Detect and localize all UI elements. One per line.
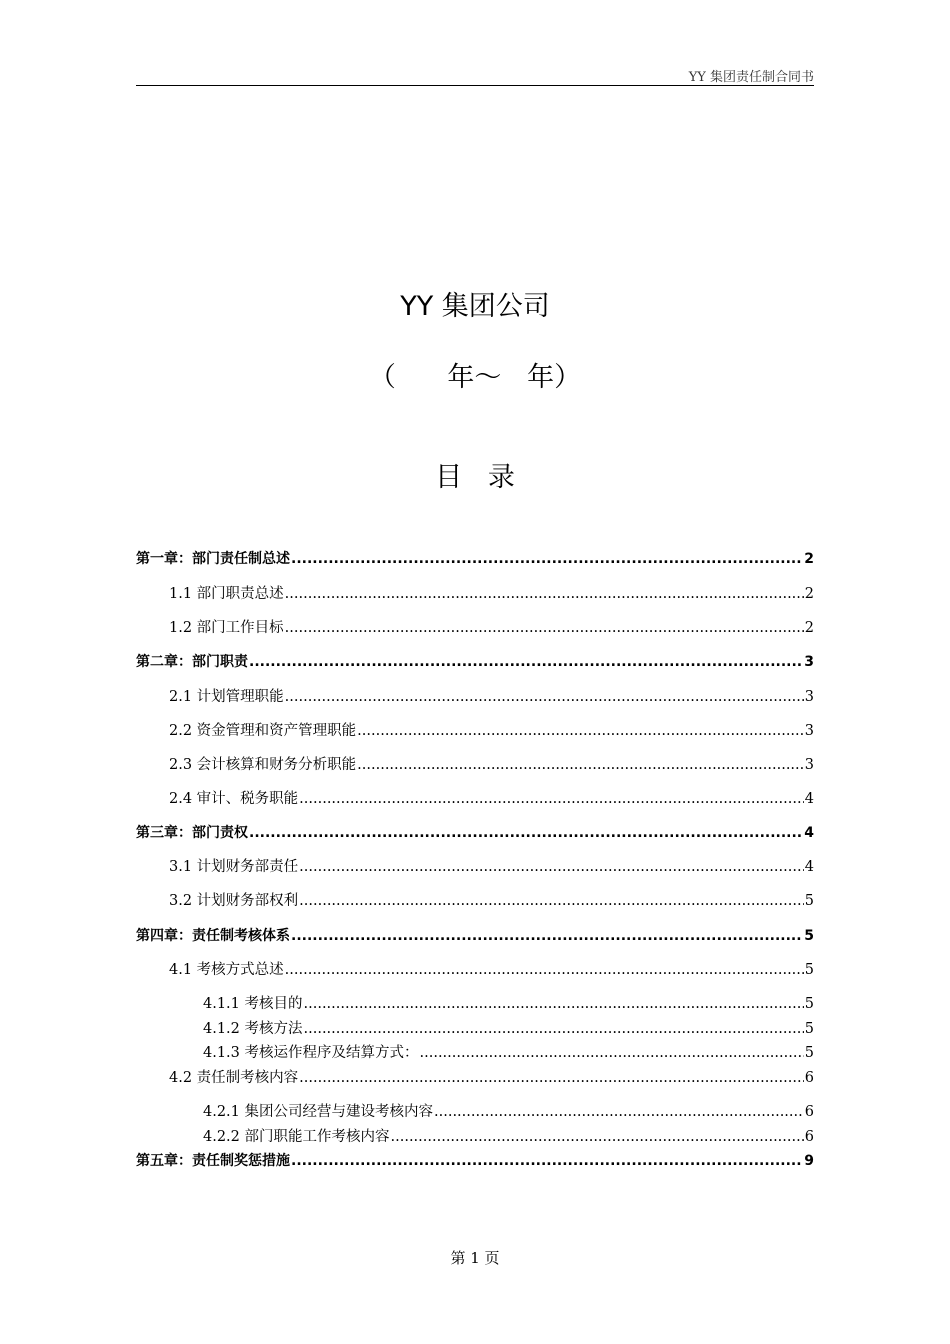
toc-leader [291, 548, 803, 570]
toc-entry-label: 4.1 考核方式总述 [169, 962, 284, 978]
toc-leader [291, 1150, 803, 1172]
toc-entry-1-1[interactable] [136, 583, 814, 605]
toc-entry-chapter-1[interactable] [136, 548, 814, 570]
toc-entry-page: 3 [804, 654, 814, 670]
toc-leader [285, 617, 804, 639]
toc-leader [299, 856, 804, 878]
toc-entry-label: 第一章：部门责任制总述 [136, 551, 290, 567]
toc-leader [304, 993, 804, 1015]
toc-heading: 目 录 [435, 462, 515, 493]
toc-entry-page: 4 [804, 825, 814, 841]
toc-leader [285, 686, 804, 708]
toc-entry-4-2-2[interactable] [136, 1126, 814, 1148]
toc-entry-page: 3 [804, 723, 814, 739]
toc-leader [291, 925, 803, 947]
toc-leader [299, 890, 804, 912]
toc-entry-2-3[interactable] [136, 754, 814, 776]
toc-leader [285, 583, 804, 605]
toc-entry-1-2[interactable] [136, 617, 814, 639]
toc-entry-page: 5 [804, 893, 814, 909]
toc-entry-3-1[interactable] [136, 856, 814, 878]
toc-entry-page: 2 [804, 586, 814, 602]
toc-entry-chapter-5[interactable] [136, 1150, 814, 1172]
toc-entry-label: 第二章：部门职责 [136, 654, 248, 670]
toc-leader [299, 1067, 804, 1089]
toc-entry-label: 1.1 部门职责总述 [169, 586, 284, 602]
toc-entry-label: 2.4 审计、税务职能 [169, 791, 299, 807]
toc-entry-label: 2.1 计划管理职能 [169, 689, 284, 705]
toc-entry-label: 4.1.3 考核运作程序及结算方式： [203, 1045, 419, 1061]
toc-entry-page: 4 [804, 859, 814, 875]
toc-entry-label: 4.2.1 集团公司经营与建设考核内容 [203, 1104, 434, 1120]
toc-entry-page: 4 [804, 791, 814, 807]
page-number: 第 1 页 [450, 1249, 500, 1267]
toc-entry-4-1-2[interactable] [136, 1018, 814, 1040]
toc-entry-label: 2.3 会计核算和财务分析职能 [169, 757, 357, 773]
toc-entry-chapter-4[interactable] [136, 925, 814, 947]
toc-leader [357, 754, 804, 776]
toc-entry-4-2-1[interactable] [136, 1101, 814, 1123]
toc-entry-label: 第五章：责任制奖惩措施 [136, 1153, 290, 1169]
toc-leader [249, 822, 803, 844]
toc-entry-page: 6 [804, 1129, 814, 1145]
toc-entry-label: 4.2 责任制考核内容 [169, 1070, 299, 1086]
toc-leader [434, 1101, 804, 1123]
toc-entry-2-2[interactable] [136, 720, 814, 742]
toc-entry-label: 2.2 资金管理和资产管理职能 [169, 723, 357, 739]
toc-entry-label: 1.2 部门工作目标 [169, 620, 284, 636]
toc-entry-chapter-2[interactable] [136, 651, 814, 673]
toc-entry-4-2[interactable] [136, 1067, 814, 1089]
year-range: （ 年～ 年） [368, 362, 582, 393]
toc-entry-label: 3.1 计划财务部责任 [169, 859, 299, 875]
toc-leader [391, 1126, 804, 1148]
table-of-contents [136, 0, 814, 1344]
toc-entry-label: 4.2.2 部门职能工作考核内容 [203, 1129, 390, 1145]
toc-entry-page: 5 [804, 1021, 814, 1037]
toc-leader [357, 720, 804, 742]
header-title: YY 集团责任制合同书 [688, 70, 814, 85]
toc-entry-label: 4.1.2 考核方法 [203, 1021, 303, 1037]
toc-entry-page: 3 [804, 757, 814, 773]
toc-entry-page: 2 [804, 620, 814, 636]
toc-entry-label: 3.2 计划财务部权利 [169, 893, 299, 909]
toc-entry-4-1-1[interactable] [136, 993, 814, 1015]
toc-leader [420, 1042, 804, 1064]
toc-entry-label: 4.1.1 考核目的 [203, 996, 303, 1012]
toc-entry-4-1-3[interactable] [136, 1042, 814, 1064]
toc-leader [285, 959, 804, 981]
toc-entry-label: 第三章：部门责权 [136, 825, 248, 841]
toc-leader [249, 651, 803, 673]
toc-entry-page: 6 [804, 1104, 814, 1120]
toc-entry-page: 5 [804, 996, 814, 1012]
toc-entry-2-4[interactable] [136, 788, 814, 810]
toc-entry-page: 6 [804, 1070, 814, 1086]
toc-entry-3-2[interactable] [136, 890, 814, 912]
toc-entry-page: 2 [804, 551, 814, 567]
toc-leader [299, 788, 804, 810]
toc-entry-4-1[interactable] [136, 959, 814, 981]
toc-entry-page: 5 [804, 928, 814, 944]
toc-entry-page: 3 [804, 689, 814, 705]
toc-entry-chapter-3[interactable] [136, 822, 814, 844]
toc-entry-2-1[interactable] [136, 686, 814, 708]
document-title: YY 集团公司 [400, 291, 550, 322]
toc-entry-label: 第四章：责任制考核体系 [136, 928, 290, 944]
toc-entry-page: 9 [804, 1153, 814, 1169]
toc-entry-page: 5 [804, 1045, 814, 1061]
toc-leader [304, 1018, 804, 1040]
toc-entry-page: 5 [804, 962, 814, 978]
